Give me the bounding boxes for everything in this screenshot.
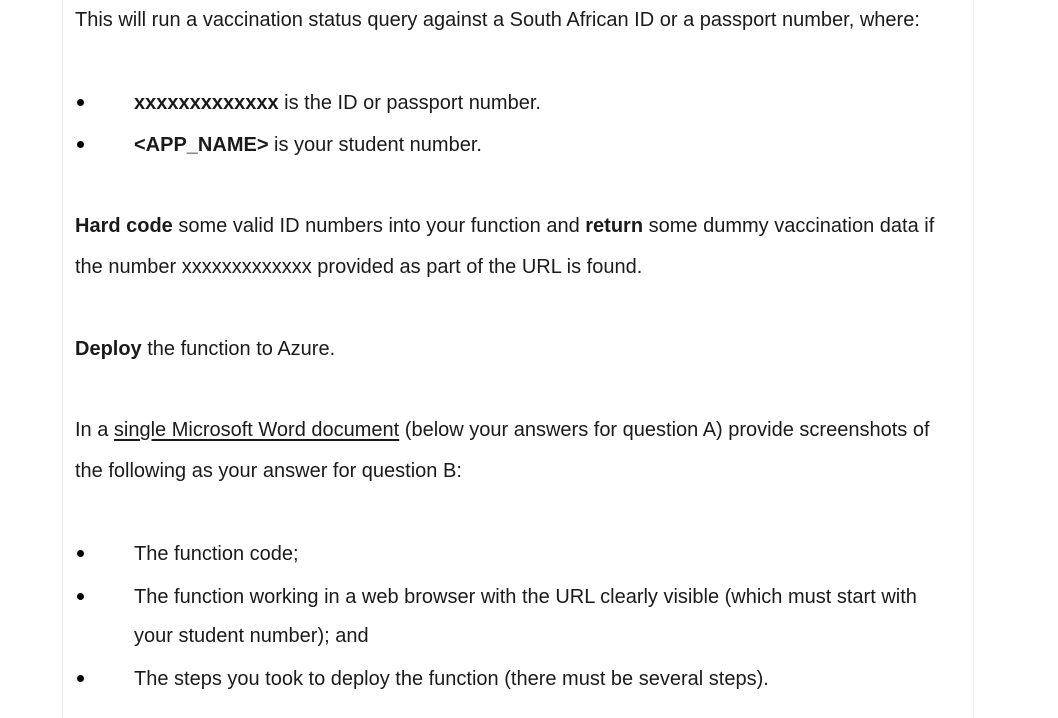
- list-item: The function working in a web browser with the URL clearly visible (which must start with: [134, 586, 917, 608]
- word-paragraph: In a single Microsoft Word document (below your answers for question A) provide screenshots of: [75, 419, 930, 441]
- list-item: The steps you took to deploy the function (there must be several steps).: [134, 668, 769, 690]
- param-desc: is the ID or passport number.: [278, 92, 541, 114]
- hardcode-paragraph: Hard code some valid ID numbers into your function and return some dummy vaccination data if: [75, 215, 935, 237]
- bullet-icon: [77, 593, 84, 600]
- param-desc: is your student number.: [268, 134, 482, 156]
- list-item: The function code;: [134, 543, 299, 565]
- intro-paragraph: This will run a vaccination status query against a South African ID or a passport number, where:: [75, 9, 920, 31]
- word-paragraph-line2: the following as your answer for question B:: [75, 460, 462, 482]
- bullet-icon: [77, 141, 84, 148]
- param-term: xxxxxxxxxxxxx: [134, 92, 279, 114]
- bullet-icon: [77, 99, 84, 106]
- list-item-continuation: your student number); and: [134, 625, 369, 647]
- document-link: single Microsoft Word document: [113, 419, 400, 441]
- list-item: [134, 133, 482, 157]
- document-page: [62, 0, 974, 718]
- hardcode-paragraph-line2: the number xxxxxxxxxxxxx provided as part of the URL is found.: [75, 256, 643, 278]
- param-term: <APP_NAME>: [134, 134, 269, 156]
- list-item: [134, 91, 541, 115]
- bullet-icon: [77, 675, 84, 682]
- bullet-icon: [77, 550, 84, 557]
- deploy-paragraph: Deploy the function to Azure.: [75, 338, 336, 360]
